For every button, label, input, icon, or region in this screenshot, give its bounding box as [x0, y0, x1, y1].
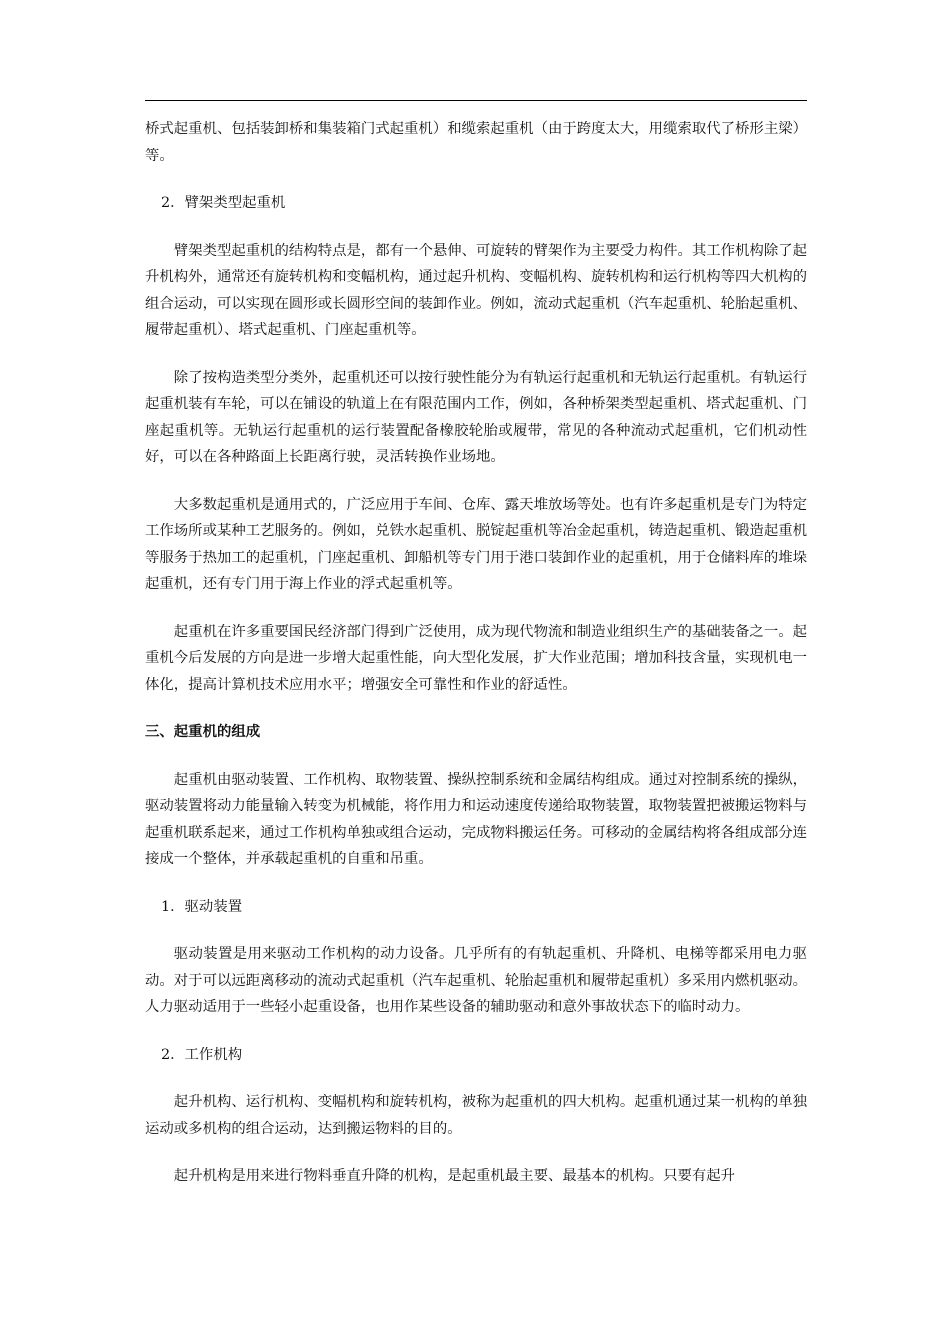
document-body	[145, 116, 807, 1211]
paragraph: 起重机由驱动装置、工作机构、取物装置、操纵控制系统和金属结构组成。通过对控制系统的操纵，驱动装置将动力能量输入转变为机械能，将作用力和运动速度传递给取物装置，取物装置把被搬运物料与起重机联系起来，通过工作机构单独或组合运动，完成物料搬运任务。可移动的金属结构将各组成部分连接成一个整体，并承载起重机的自重和吊重。	[145, 771, 807, 867]
paragraph: 起升机构、运行机构、变幅机构和旋转机构，被称为起重机的四大机构。起重机通过某一机构的单独运动或多机构的组合运动，达到搬运物料的目的。	[145, 1094, 807, 1137]
paragraph: 起重机在许多重要国民经济部门得到广泛使用，成为现代物流和制造业组织生产的基础装备之一。起重机今后发展的方向是进一步增大起重性能，向大型化发展，扩大作业范围；增加科技含量，实现机电一体化，提高计算机技术应用水平；增强安全可靠性和作业的舒适性。	[145, 623, 807, 693]
subheading-drive-device: 1．驱动装置	[161, 898, 243, 915]
subheading-working-mechanism: 2．工作机构	[161, 1046, 243, 1063]
paragraph: 驱动装置是用来驱动工作机构的动力设备。几乎所有的有轨起重机、升降机、电梯等都采用电力驱动。对于可以远距离移动的流动式起重机（汽车起重机、轮胎起重机和履带起重机）多采用内燃机驱动。人力驱动适用于一些轻小起重设备，也用作某些设备的辅助驱动和意外事故状态下的临时动力。	[145, 946, 807, 1015]
header-rule	[145, 100, 807, 101]
section-heading: 三、起重机的组成	[145, 723, 261, 740]
paragraph-continuation: 桥式起重机、包括装卸桥和集装箱门式起重机）和缆索起重机（由于跨度太大，用缆索取代了桥形主梁）等。	[145, 121, 807, 164]
paragraph: 起升机构是用来进行物料垂直升降的机构，是起重机最主要、最基本的机构。只要有起升	[173, 1168, 736, 1184]
paragraph: 大多数起重机是通用式的，广泛应用于车间、仓库、露天堆放场等处。也有许多起重机是专门为特定工作场所或某种工艺服务的。例如，兑铁水起重机、脱锭起重机等冶金起重机，铸造起重机、锻造起重机等服务于热加工的起重机，门座起重机、卸船机等专门用于港口装卸作业的起重机，用于仓储料库的堆垛起重机，还有专门用于海上作业的浮式起重机等。	[145, 496, 807, 592]
paragraph: 臂架类型起重机的结构特点是，都有一个悬伸、可旋转的臂架作为主要受力构件。其工作机构除了起升机构外，通常还有旋转机构和变幅机构，通过起升机构、变幅机构、旋转机构和运行机构等四大机构的组合运动，可以实现在圆形或长圆形空间的装卸作业。例如，流动式起重机（汽车起重机、轮胎起重机、履带起重机）、塔式起重机、门座起重机等。	[145, 242, 807, 338]
subheading-boom-crane: 2．臂架类型起重机	[161, 195, 286, 211]
paragraph: 除了按构造类型分类外，起重机还可以按行驶性能分为有轨运行起重机和无轨运行起重机。有轨运行起重机装有车轮，可以在铺设的轨道上在有限范围内工作，例如，各种桥架类型起重机、塔式起重机、门座起重机等。无轨运行起重机的运行装置配备橡胶轮胎或履带，常见的各种流动式起重机，它们机动性好，可以在各种路面上长距离行驶，灵活转换作业场地。	[145, 369, 807, 465]
